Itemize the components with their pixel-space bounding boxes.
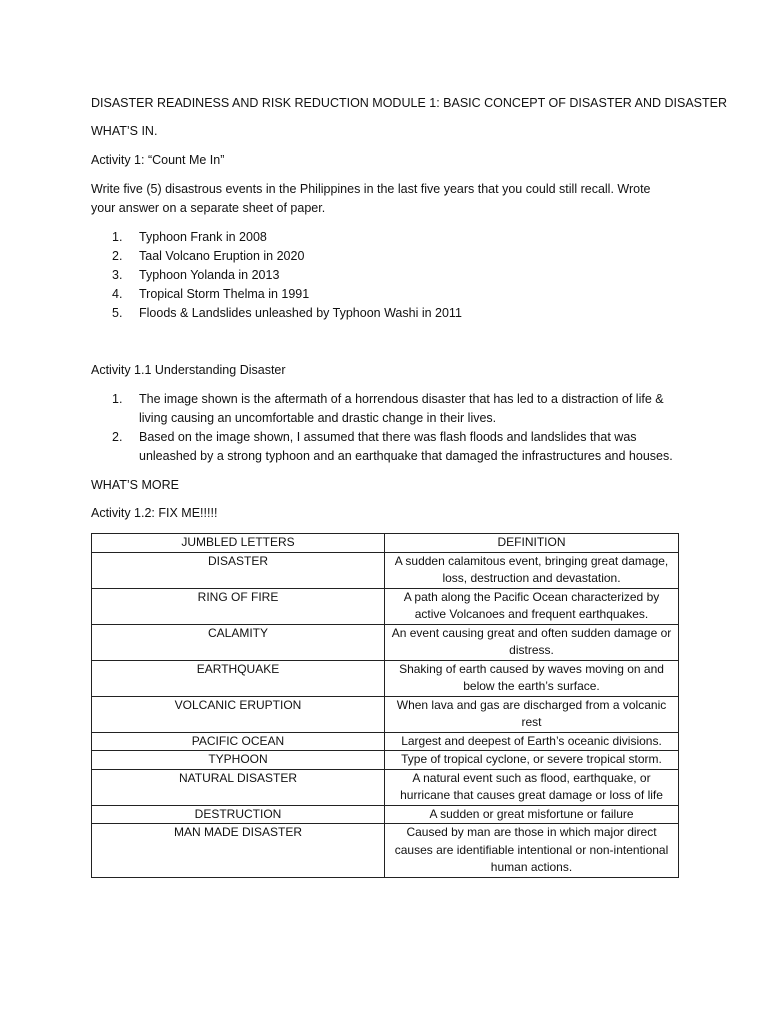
table-cell-term: CALAMITY xyxy=(92,624,385,660)
list-item-text: Tropical Storm Thelma in 1991 xyxy=(139,287,310,301)
table-cell-definition: Caused by man are those in which major direct causes are identifiable intentional or non-intentional human actions. xyxy=(385,824,679,878)
table-cell-definition: A sudden or great misfortune or failure xyxy=(385,805,679,824)
table-row xyxy=(92,660,679,696)
table-cell-definition: A natural event such as flood, earthquake, or hurricane that causes great damage or loss of life xyxy=(385,769,679,805)
activity1-list xyxy=(91,228,691,323)
table-row xyxy=(92,732,679,751)
list-item-text: Typhoon Frank in 2008 xyxy=(139,230,267,244)
table-cell-definition: Type of tropical cyclone, or severe tropical storm. xyxy=(385,751,679,770)
table-header-cell: JUMBLED LETTERS xyxy=(92,534,385,553)
table-cell-definition: When lava and gas are discharged from a volcanic rest xyxy=(385,696,679,732)
list-item xyxy=(91,304,691,323)
activity12-title: Activity 1.2: FIX ME!!!!! xyxy=(91,506,218,520)
table-header-cell: DEFINITION xyxy=(385,534,679,553)
table-cell-definition: A sudden calamitous event, bringing great damage, loss, destruction and devastation. xyxy=(385,552,679,588)
table-cell-term: VOLCANIC ERUPTION xyxy=(92,696,385,732)
list-item-number: 1. xyxy=(112,230,123,244)
table-row xyxy=(92,588,679,624)
list-item xyxy=(91,247,691,266)
table-cell-term: MAN MADE DISASTER xyxy=(92,824,385,878)
list-item-number: 2. xyxy=(112,249,123,263)
list-item-number: 1. xyxy=(112,392,123,406)
table-row xyxy=(92,696,679,732)
list-item xyxy=(91,428,681,466)
activity1-instructions: Write five (5) disastrous events in the Philippines in the last five years that you could still recall. Wrote your answer on a separate sheet of paper. xyxy=(91,182,651,215)
table-row xyxy=(92,769,679,805)
list-item xyxy=(91,266,691,285)
table-row xyxy=(92,751,679,770)
table-row xyxy=(92,805,679,824)
table-cell-term: DESTRUCTION xyxy=(92,805,385,824)
list-item-text: The image shown is the aftermath of a horrendous disaster that has led to a distraction of life & living causing an uncomfortable and drastic change in their lives. xyxy=(139,392,664,425)
fix-me-table xyxy=(91,533,679,878)
table-row xyxy=(92,552,679,588)
activity1-title: Activity 1: “Count Me In” xyxy=(91,153,225,167)
list-item xyxy=(91,285,691,304)
list-item-number: 4. xyxy=(112,287,123,301)
table-cell-definition: Largest and deepest of Earth’s oceanic divisions. xyxy=(385,732,679,751)
list-item-text: Typhoon Yolanda in 2013 xyxy=(139,268,280,282)
table-cell-definition: An event causing great and often sudden damage or distress. xyxy=(385,624,679,660)
table-row xyxy=(92,624,679,660)
list-item-number: 3. xyxy=(112,268,123,282)
table-cell-definition: Shaking of earth caused by waves moving on and below the earth’s surface. xyxy=(385,660,679,696)
table-cell-definition: A path along the Pacific Ocean characterized by active Volcanoes and frequent earthquakes. xyxy=(385,588,679,624)
table-cell-term: DISASTER xyxy=(92,552,385,588)
list-item-text: Taal Volcano Eruption in 2020 xyxy=(139,249,305,263)
activity11-title: Activity 1.1 Understanding Disaster xyxy=(91,363,286,377)
list-item-number: 5. xyxy=(112,306,123,320)
list-item-number: 2. xyxy=(112,430,123,444)
table-header-row xyxy=(92,534,679,553)
activity11-list xyxy=(91,390,681,466)
table-row xyxy=(92,824,679,878)
table-cell-term: NATURAL DISASTER xyxy=(92,769,385,805)
section-heading-whats-in: WHAT’S IN. xyxy=(91,124,158,138)
document-title: DISASTER READINESS AND RISK REDUCTION MODULE 1: BASIC CONCEPT OF DISASTER AND DISASTER xyxy=(91,96,727,110)
list-item xyxy=(91,228,691,247)
table-cell-term: PACIFIC OCEAN xyxy=(92,732,385,751)
list-item xyxy=(91,390,681,428)
section-heading-whats-more: WHAT’S MORE xyxy=(91,478,179,492)
list-item-text: Based on the image shown, I assumed that there was flash floods and landslides that was unleashed by a strong typhoon and an earthquake that damaged the infrastructures and houses. xyxy=(139,430,673,463)
list-item-text: Floods & Landslides unleashed by Typhoon Washi in 2011 xyxy=(139,306,462,320)
table-cell-term: EARTHQUAKE xyxy=(92,660,385,696)
table-cell-term: TYPHOON xyxy=(92,751,385,770)
table-cell-term: RING OF FIRE xyxy=(92,588,385,624)
